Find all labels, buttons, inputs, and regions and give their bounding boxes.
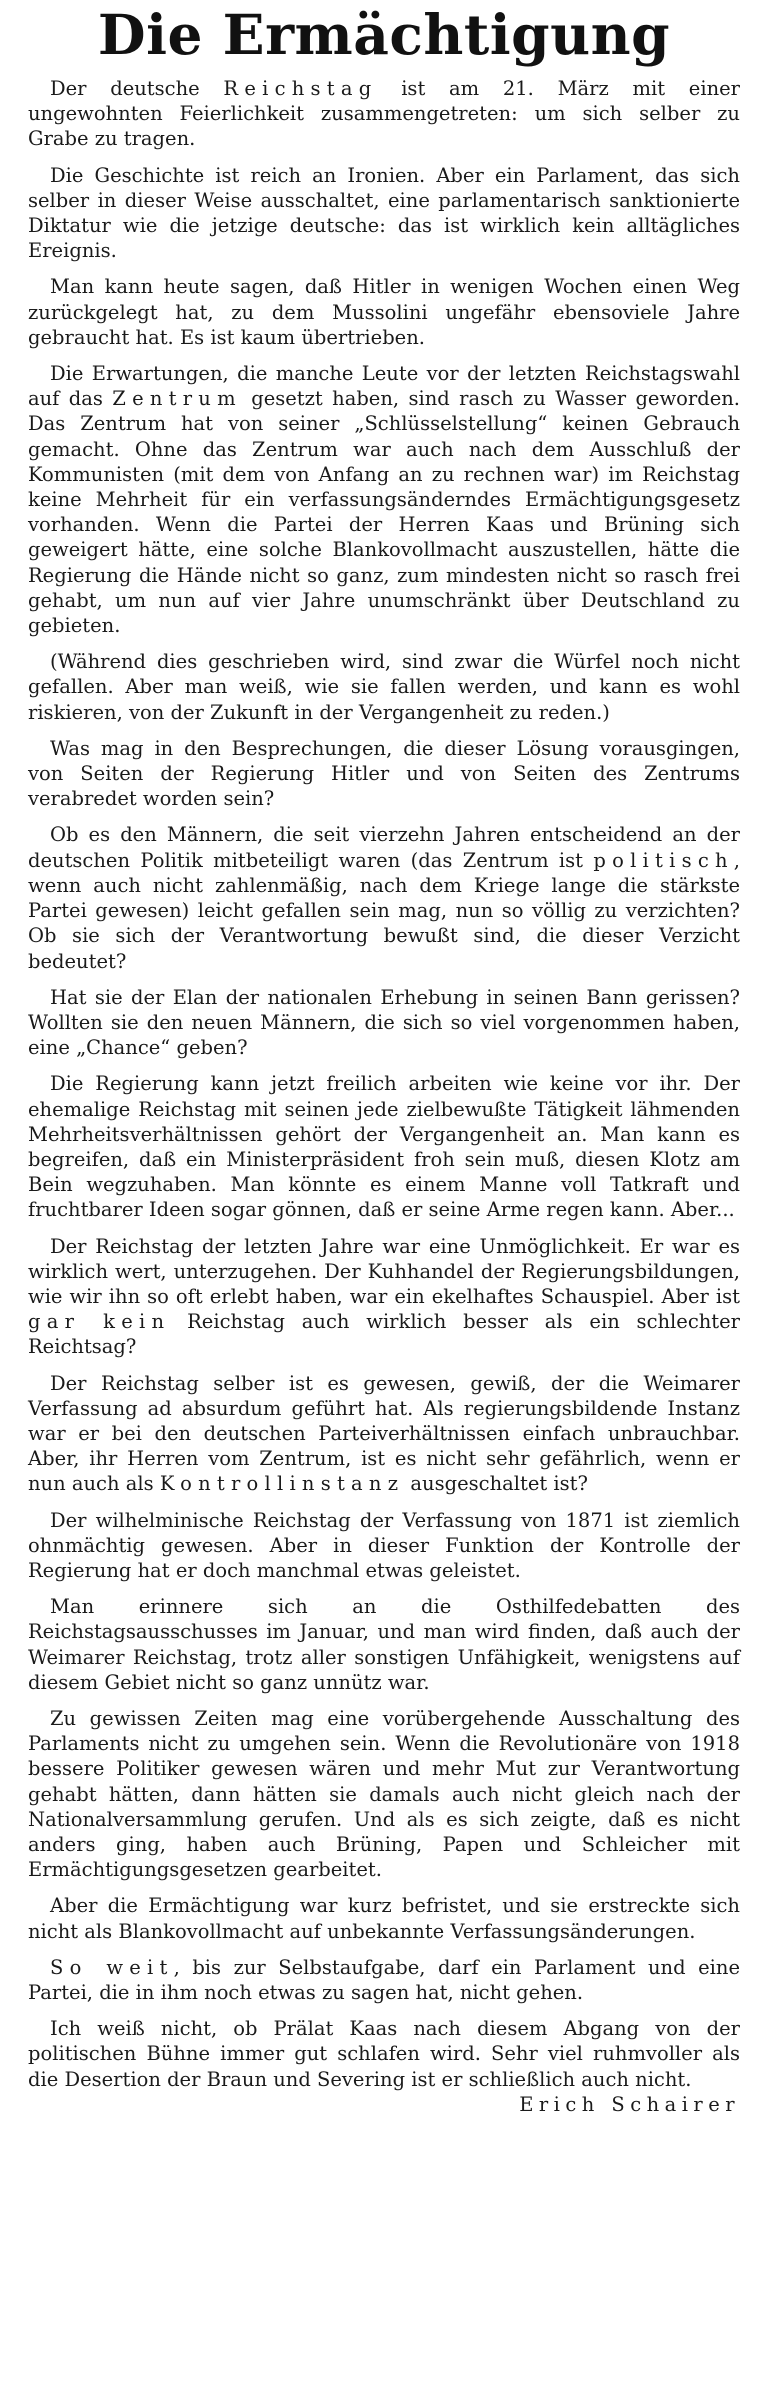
article-paragraph [28, 163, 740, 264]
article-paragraph [28, 985, 740, 1061]
article-paragraph [28, 1234, 740, 1360]
article-paragraph [28, 1706, 740, 1882]
article-title: Die Ermächtigung [97, 2, 671, 67]
paragraph-text: Man kann heute sagen, daß Hitler in wenigen Wochen einen Weg zurückgelegt hat, zu dem Mussolini ungefähr ebensoviele Jahre gebraucht hat. Es ist kaum übertrieben. [28, 275, 740, 349]
article-paragraph [28, 274, 740, 350]
paragraph-text: Die Geschichte ist reich an Ironien. Aber ein Parlament, das sich selber in dieser Weise ausschaltet, eine parlamentarisch sanktionierte Diktatur wie die jetzige deutsche: das ist wirklich kein alltägliches Ereignis. [28, 163, 740, 263]
paragraph-text: gesetzt haben, sind rasch zu Wasser geworden. Das Zentrum hat von seiner „Schlüsselstellung“ keinen Gebrauch gemacht. Ohne das Zentrum war auch nach dem Ausschluß der Kommunisten (mit dem von Anfang an zu rechnen war) im Reichstag keine Mehrheit für ein verfassungsänderndes Ermächtigungsgesetz vorhanden. Wenn die Partei der Herren Kaas und Brüning sich geweigert hätte, eine solche Blankovollmacht auszustellen, hätte die Regierung die Hände nicht so ganz, zum mindesten nicht so rasch frei gehabt, um nun auf vier Jahre unumschränkt über Deutschland zu gebieten. [28, 387, 740, 638]
article-paragraph [28, 1594, 740, 1695]
article-paragraph [28, 1508, 740, 1584]
paragraph-text: Der deutsche [50, 77, 224, 100]
emphasized-text: politisch [593, 848, 734, 872]
emphasized-text: Kontrollinstanz [159, 1472, 405, 1496]
emphasized-text: So weit [50, 1955, 174, 1979]
paragraph-text: ist am 21. März mit einer ungewohnten Feierlichkeit zusammengetreten: um sich selber zu Grabe zu tragen. [28, 77, 740, 151]
paragraph-text: Die Erwartungen, die manche Leute vor der letzten Reichstagswahl auf das [28, 362, 740, 411]
paragraph-text: Der Reichstag selber ist es gewesen, gewiß, der die Weimarer Verfassung ad absurdum geführt hat. Als regierungsbildende Instanz war er bei den deutschen Parteiverhältnissen einfach unbrauchbar. Aber, ihr Herren vom Zentrum, ist es nicht sehr gefährlich, wenn er nun auch als [28, 1371, 740, 1496]
paragraph-text: Reichstag auch wirklich besser als ein schlechter Reichtsag? [28, 1310, 741, 1359]
paragraph-text: , wenn auch nicht zahlenmäßig, nach dem Kriege lange die stärkste Partei gewesen) leicht gefallen sein mag, nun so völlig zu verzichten? Ob sie sich der Verantwortung bewußt sind, die dieser Verzicht bedeutet? [28, 848, 740, 973]
article-paragraph [28, 736, 740, 812]
article-paragraph [28, 2016, 740, 2116]
paragraph-text: Der wilhelminische Reichstag der Verfassung von 1871 ist ziemlich ohnmächtig gewesen. Aber in dieser Funktion der Kontrolle der Regierung hat er doch manchmal etwas geleistet. [28, 1508, 740, 1582]
article-paragraph [28, 1371, 740, 1497]
article-paragraph [28, 76, 740, 152]
author-signature: Erich Schairer [519, 2092, 740, 2116]
article-paragraph [28, 1071, 740, 1222]
paragraph-text: Was mag in den Besprechungen, die dieser Lösung vorausgingen, von Seiten der Regierung Hitler und von Seiten des Zentrums verabredet worden sein? [28, 736, 740, 811]
paragraph-text: , bis zur Selbstaufgabe, darf ein Parlament und eine Partei, die in ihm noch etwas zu sagen hat, nicht gehen. [28, 1955, 740, 2005]
paragraph-text: Der Reichstag der letzten Jahre war eine Unmöglichkeit. Er war es wirklich wert, unterzugehen. Der Kuhhandel der Regierungsbildungen, wie wir ihn so oft erlebt haben, war ein ekelhaftes Schauspiel. Aber ist [28, 1234, 740, 1308]
paragraph-text: Aber die Ermächtigung war kurz befristet, und sie erstreckte sich nicht als Blankovollmacht auf unbekannte Verfassungsänderungen. [28, 1894, 740, 1943]
paragraph-text: Die Regierung kann jetzt freilich arbeiten wie keine vor ihr. Der ehemalige Reichstag mit seinen jede zielbewußte Tätigkeit lähmenden Mehrheitsverhältnissen gehört der Vergangenheit an. Man kann es begreifen, daß ein Ministerpräsident froh sein muß, diesen Klotz am Bein wegzuhaben. Man könnte es einem Manne voll Tatkraft und fruchtbarer Ideen sogar gönnen, daß er seine Arme regen kann. Aber... [28, 1072, 740, 1222]
article-body [28, 76, 741, 2116]
paragraph-text: ausgeschaltet ist? [404, 1472, 588, 1496]
article-paragraph [28, 649, 740, 725]
paragraph-text: Man erinnere sich an die Osthilfedebatten des Reichstagsausschusses im Januar, und man wird finden, daß auch der Weimarer Reichstag, trotz aller sonstigen Unfähigkeit, wenigstens auf diesem Gebiet nicht so ganz unnütz war. [28, 1595, 740, 1694]
paragraph-text: Ich weiß nicht, ob Prälat Kaas nach diesem Abgang von der politischen Bühne immer gut schlafen wird. Sehr viel ruhmvoller als die Desertion der Braun und Severing ist er schließlich auch nicht. [28, 2017, 740, 2091]
emphasized-text: Zentrum [112, 387, 242, 411]
paragraph-text: Zu gewissen Zeiten mag eine vorübergehende Ausschaltung des Parlaments nicht zu umgehen sein. Wenn die Revolutionäre von 1918 bessere Politiker gewesen wären und mehr Mut zur Verantwortung gehabt hätten, dann hätten sie damals auch nicht gleich nach der Nationalversammlung gerufen. Und als es sich zeigte, daß es nicht anders ging, haben auch Brüning, Papen und Schleicher mit Ermächtigungsgesetzen gearbeitet. [28, 1706, 740, 1882]
paragraph-text: Ob es den Männern, die seit vierzehn Jahren entscheidend an der deutschen Politik mitbeteiligt waren (das Zentrum ist [28, 823, 740, 872]
article-paragraph [28, 1955, 740, 2005]
emphasized-text: Reichstag [223, 77, 378, 100]
paragraph-text: (Während dies geschrieben wird, sind zwar die Würfel noch nicht gefallen. Aber man weiß, wie sie fallen werden, und kann es wohl riskieren, von der Zukunft in der Vergangenheit zu reden.) [28, 650, 740, 724]
article-paragraph [28, 1893, 740, 1943]
article-paragraph [28, 822, 740, 973]
article-paragraph [28, 361, 740, 638]
emphasized-text: gar kein [28, 1310, 171, 1334]
paragraph-text: Hat sie der Elan der nationalen Erhebung in seinen Bann gerissen? Wollten sie den neuen Männern, die sich so viel vorgenommen haben, eine „Chance“ geben? [28, 985, 740, 1060]
